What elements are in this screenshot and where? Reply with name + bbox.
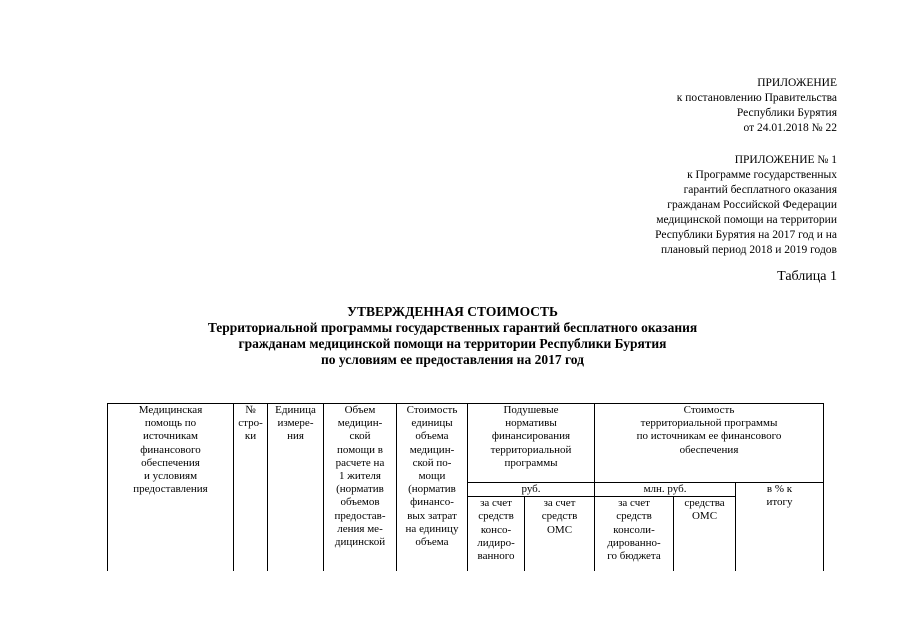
header-total-cost: Стоимость территориальной программы по источникам ее финансового обеспечения [595,404,824,483]
header-row-number: № стро- ки [234,404,268,571]
title-line: по условиям ее предоставления на 2017 год [321,352,584,367]
header-volume: Объем медицин- ской помощи в расчете на 1 жителя (норматив объемов предостав- ления ме- дицинской [324,404,397,571]
header-unit: Единица измере- ния [268,404,324,571]
header-unit-cost: Стоимость единицы объема медицин- ской по- мощи (норматив финансо- вых затрат на единицу объема [397,404,468,571]
document-title [0,304,905,368]
header-percent-total: в % к итогу [736,483,824,571]
appendix-govt-resolution [677,76,837,136]
appendix-program-line: гарантий бесплатного оказания [683,184,837,196]
appendix-program-line: ПРИЛОЖЕНИЕ № 1 [734,154,837,166]
appendix-govt-line: от 24.01.2018 № 22 [743,122,837,134]
header-oms-mln: средства ОМС [674,497,736,571]
cost-table [107,403,824,571]
appendix-govt-line: ПРИЛОЖЕНИЕ [757,77,837,89]
header-consolidated-budget-mln: за счет средств консоли- дированно- го бюджета [595,497,674,571]
title-line: Территориальной программы государственных гарантий бесплатного оказания [207,320,698,335]
table-label: Таблица 1 [777,269,837,284]
appendix-program-line: Республики Бурятия на 2017 год и на [655,229,837,241]
header-unit-rub: руб. [468,483,595,497]
appendix-program [655,153,837,258]
header-consolidated-budget-rub: за счет средств консо- лидиро- ванного [468,497,525,571]
appendix-program-line: плановый период 2018 и 2019 годов [660,244,837,256]
appendix-program-line: к Программе государственных [687,169,837,181]
header-unit-mln-rub: млн. руб. [595,483,736,497]
appendix-program-line: гражданам Российской Федерации [667,199,837,211]
header-oms-rub: за счет средств ОМС [525,497,595,571]
appendix-govt-line: Республики Бурятия [736,107,837,119]
header-per-capita: Подушевые нормативы финансирования территориальной программы [468,404,595,483]
title-line: гражданам медицинской помощи на территории Республики Бурятия [238,336,667,351]
appendix-program-line: медицинской помощи на территории [656,214,837,226]
header-medical-help: Медицинская помощь по источникам финансового обеспечения и условиям предоставления [108,404,234,571]
appendix-govt-line: к постановлению Правительства [676,92,837,104]
title-line: УТВЕРЖДЕННАЯ СТОИМОСТЬ [347,304,558,319]
